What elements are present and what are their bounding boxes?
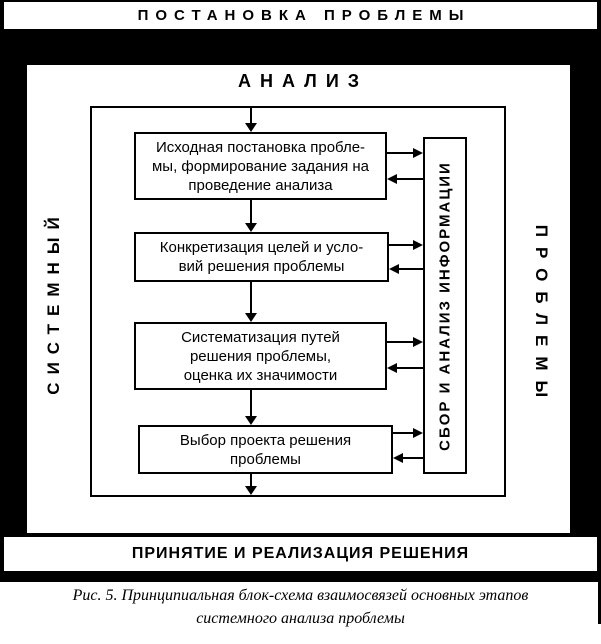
arrowhead-down-icon (245, 223, 257, 232)
arrowhead-down-icon (245, 123, 257, 132)
arrow-box1-to-info (387, 148, 423, 158)
arrow-box2-to-info (389, 240, 423, 250)
arrow-box3-to-info (387, 337, 423, 347)
arrow-info-to-box4 (393, 453, 423, 463)
process-box-2-line: Конкретизация целей и усло- (159, 239, 364, 256)
arrow-line (395, 367, 423, 369)
arrowhead-left-icon (387, 174, 397, 184)
arrow-line (387, 152, 415, 154)
analysis-area (27, 65, 570, 533)
right-vertical-label: ПРОБЛЕМЫ (532, 224, 551, 408)
arrow-line (401, 457, 423, 459)
process-box-4-line: Выбор проекта решения (179, 431, 352, 449)
process-box-4-line: проблемы (230, 450, 301, 468)
arrow-line (250, 108, 252, 123)
arrowhead-right-icon (413, 240, 423, 250)
arrow-down-4 (245, 390, 257, 425)
arrow-box4-to-info (393, 428, 423, 438)
arrow-info-to-box2 (389, 264, 423, 274)
process-box-2 (134, 232, 389, 282)
arrowhead-left-icon (387, 363, 397, 373)
info-collection-box (423, 137, 467, 474)
process-box-1 (134, 132, 387, 200)
arrow-line (387, 341, 415, 343)
arrow-line (250, 200, 252, 223)
arrow-line (250, 390, 252, 416)
arrow-down-5 (245, 474, 257, 495)
arrowhead-right-icon (413, 148, 423, 158)
bottom-banner (2, 535, 599, 573)
arrow-down-1 (245, 108, 257, 132)
process-box-3-line: оценка их значимости (183, 366, 338, 384)
left-vertical-label: СИСТЕМНЫЙ (44, 209, 63, 395)
arrowhead-down-icon (245, 416, 257, 425)
arrow-line (250, 282, 252, 313)
arrowhead-right-icon (413, 428, 423, 438)
process-box-1-line: проведение анализа (188, 176, 333, 194)
figure-caption (0, 584, 601, 630)
process-box-2-line: вий решения проблемы (178, 258, 345, 275)
arrow-down-3 (245, 282, 257, 322)
arrowhead-left-icon (393, 453, 403, 463)
caption-line-2: системного анализа проблемы (196, 610, 405, 627)
arrow-line (393, 432, 415, 434)
info-collection-label: СБОР И АНАЛИЗ ИНФОРМАЦИИ (436, 160, 454, 451)
process-box-3-line: решения проблемы, (189, 347, 332, 365)
process-box-3-line: Систематизация путей (181, 328, 340, 346)
process-box-3 (134, 322, 387, 390)
arrowhead-right-icon (413, 337, 423, 347)
arrowhead-left-icon (389, 264, 399, 274)
caption-line-1: Рис. 5. Принципиальная блок-схема взаимосвязей основных этапов (72, 587, 529, 604)
arrow-info-to-box3 (387, 363, 423, 373)
arrowhead-down-icon (245, 313, 257, 322)
arrow-line (250, 474, 252, 486)
analysis-title: АНАЛИЗ (237, 71, 369, 91)
arrow-down-2 (245, 200, 257, 232)
process-box-1-line: Исходная постановка пробле- (155, 138, 366, 156)
top-banner (2, 0, 599, 31)
bottom-banner-label: ПРИНЯТИЕ И РЕАЛИЗАЦИЯ РЕШЕНИЯ (131, 545, 470, 562)
arrow-line (395, 178, 423, 180)
arrow-line (389, 244, 415, 246)
arrowhead-down-icon (245, 486, 257, 495)
process-box-1-line: мы, формирование задания на (151, 157, 370, 175)
process-box-4 (138, 425, 393, 474)
top-banner-label: ПОСТАНОВКА ПРОБЛЕМЫ (137, 7, 471, 24)
arrow-line (397, 268, 423, 270)
arrow-info-to-box1 (387, 174, 423, 184)
